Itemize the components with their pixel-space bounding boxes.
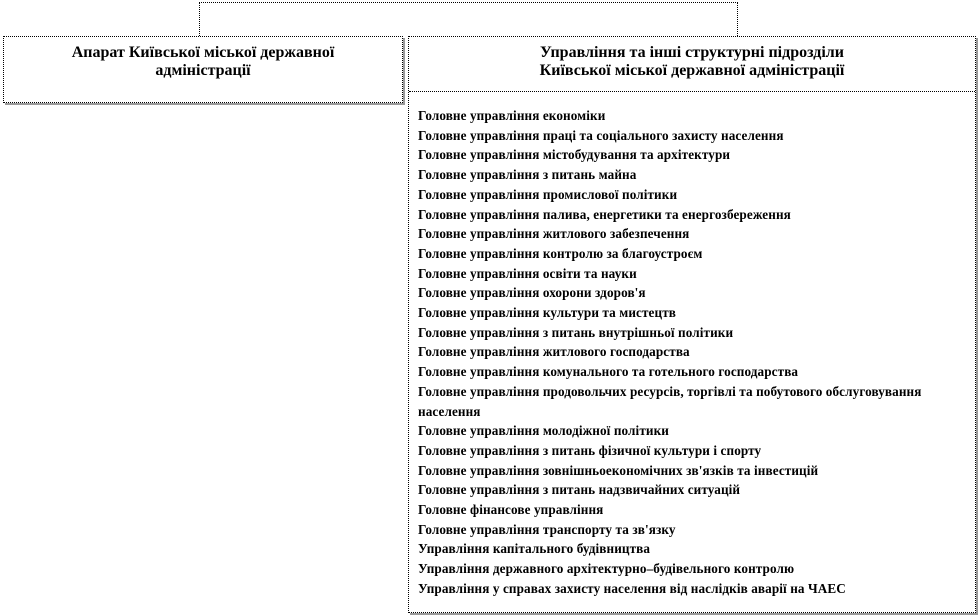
unit-list-item: Головне управління економіки	[418, 108, 606, 123]
unit-list-item: Головне управління палива, енергетики та енергозбереження	[418, 206, 791, 222]
unit-list-item: Головне управління освіти та науки	[418, 265, 637, 281]
unit-list-item: Управління державного архітектурно–будівельного контролю	[418, 561, 795, 577]
unit-list-item: Управління у справах захисту населення від наслідків аварії на ЧАЕС	[418, 580, 846, 596]
unit-list-item: Головне управління культури та мистецтв	[418, 305, 677, 321]
apparatus-title-line-2: адміністрації	[155, 62, 251, 79]
connector-line	[199, 2, 738, 36]
unit-list-item: Головне управління контролю за благоустроєм	[418, 245, 703, 261]
unit-list-item: Головне управління містобудування та архітектури	[418, 147, 731, 163]
unit-list-item: Головне фінансове управління	[418, 502, 604, 518]
unit-list-item: Головне управління промислової політики	[418, 186, 678, 202]
structural-units-box	[408, 36, 976, 613]
unit-list-item: Головне управління зовнішньоекономічних зв'язків та інвестицій	[418, 462, 819, 478]
unit-list-item: Головне управління з питань надзвичайних ситуацій	[418, 482, 741, 498]
unit-list-item: Управління капітального будівництва	[418, 541, 651, 557]
unit-list-item: Головне управління праці та соціального захисту населення	[418, 127, 784, 143]
structural-units-title-line-2: Київської міської державної адміністрації	[539, 62, 845, 79]
apparatus-box	[3, 36, 403, 103]
unit-list-item: Головне управління житлового господарства	[418, 344, 690, 360]
structural-units-title-line-1: Управління та інші структурні підрозділи	[540, 44, 844, 61]
unit-list-item: Головне управління охорони здоров'я	[418, 285, 646, 301]
unit-list-item: Головне управління з питань фізичної культури і спорту	[418, 442, 762, 458]
unit-list-item: Головне управління молодіжної політики	[418, 423, 669, 439]
unit-list-item: Головне управління транспорту та зв'язку	[418, 521, 676, 537]
unit-list-item: Головне управління житлового забезпечення	[418, 226, 690, 242]
structural-units-list	[409, 92, 975, 599]
unit-list-item: Головне управління з питань майна	[418, 167, 637, 183]
apparatus-title-line-1: Апарат Київської міської державної	[71, 44, 335, 61]
unit-list-item: Головне управління комунального та готельного господарства	[418, 364, 799, 380]
unit-list-item: Головне управління з питань внутрішньої політики	[418, 324, 734, 340]
unit-list-item: Головне управління продовольчих ресурсів, торгівлі та побутового обслуговування населення	[418, 383, 922, 419]
structural-units-header	[409, 37, 975, 92]
